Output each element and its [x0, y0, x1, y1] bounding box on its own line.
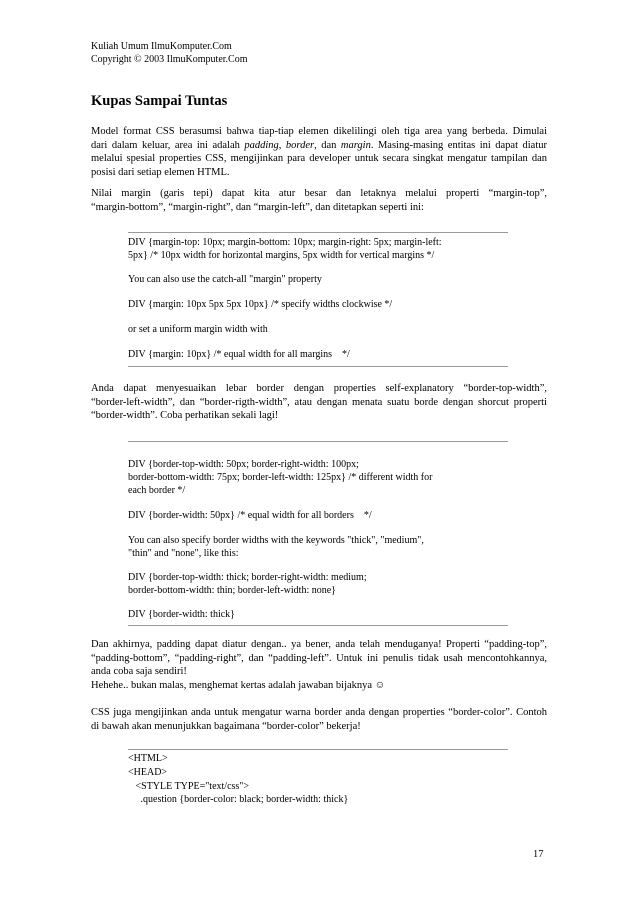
section-title: Kupas Sampai Tuntas — [91, 93, 228, 109]
code-line: <STYLE TYPE="text/css"> — [128, 781, 250, 792]
code-line: <HTML> — [128, 753, 168, 764]
text-line: “border-width”. Coba perhatikan sekali lagi! — [91, 410, 279, 422]
code-line: .question {border-color: black; border-width: thick} — [128, 794, 349, 805]
code-line: border-bottom-width: 75px; border-left-width: 125px} /* different width for — [128, 472, 433, 483]
text-line: “border-left-width”, dan “border-rigth-width”, atau dengan menata suatu borde dengan shorcut properti — [91, 396, 547, 408]
paragraph-intro — [91, 125, 547, 179]
header-line-2: Copyright © 2003 IlmuKomputer.Com — [91, 54, 248, 65]
code-line: You can also specify border widths with the keywords "thick", "medium", — [128, 535, 424, 546]
text-line: posisi dari setiap elemen HTML. — [91, 166, 230, 178]
code-line: "thin" and "none", like this: — [128, 548, 239, 559]
text-line: Dan akhirnya, padding dapat diatur dengan.. ya bener, anda telah menduganya! Properti “padding-top”, — [91, 639, 547, 650]
paragraph-padding — [91, 638, 547, 692]
code-line: DIV {margin: 10px} /* equal width for all margins */ — [128, 349, 350, 360]
divider — [128, 441, 508, 442]
text-line: Anda dapat menyesuaikan lebar border dengan properties self-explanatory “border-top-width”, — [91, 383, 547, 394]
page-number: 17 — [533, 849, 544, 860]
paragraph-border-width — [91, 382, 547, 423]
text-line: dari dalam keluar, area ini adalah padding, border, dan margin. Masing-masing entitas ini dapat diatur — [91, 139, 547, 151]
text-line: melalui spesial properties CSS, mengijinkan para developer untuk secara singkat mengatur tampilan dan — [91, 153, 547, 165]
text-line: Hehehe.. bukan malas, menghemat kertas adalah jawaban bijaknya ☺ — [91, 679, 386, 691]
header-line-1: Kuliah Umum IlmuKomputer.Com — [91, 41, 232, 52]
text-line: “padding-bottom”, “padding-right”, dan “padding-left”. Untuk ini penulis tidak usah mencontohkannya, — [91, 652, 547, 664]
text-line: Model format CSS berasumsi bahwa tiap-tiap elemen dikelilingi oleh tiga area yang berbeda. Dimulai — [91, 126, 547, 137]
divider — [128, 625, 508, 626]
code-line: DIV {border-top-width: 50px; border-right-width: 100px; — [128, 459, 359, 470]
text-line: anda coba saja sendiri! — [91, 666, 187, 678]
code-line: DIV {margin-top: 10px; margin-bottom: 10px; margin-right: 5px; margin-left: — [128, 237, 442, 248]
code-line: <HEAD> — [128, 767, 168, 778]
code-line: You can also use the catch-all "margin" property — [128, 274, 322, 285]
code-line: DIV {border-width: 50px} /* equal width for all borders */ — [128, 510, 372, 521]
code-line: or set a uniform margin width with — [128, 324, 268, 335]
text-line: CSS juga mengijinkan anda untuk mengatur warna border anda dengan properties “border-color”. Contoh — [91, 707, 547, 718]
code-line: DIV {border-width: thick} — [128, 609, 235, 620]
divider — [128, 366, 508, 367]
text-line: di bawah akan menunjukkan bagaimana “border-color” bekerja! — [91, 720, 361, 732]
paragraph-border-color — [91, 706, 547, 733]
text-line: Nilai margin (garis tepi) dapat kita atur besar dan letaknya melalui properti “margin-top”, — [91, 188, 547, 199]
code-line: border-bottom-width: thin; border-left-width: none} — [128, 585, 336, 596]
code-line: each border */ — [128, 485, 186, 496]
divider — [128, 232, 508, 233]
code-line: 5px} /* 10px width for horizontal margins, 5px width for vertical margins */ — [128, 250, 435, 261]
page-header — [91, 40, 247, 66]
code-line: DIV {border-top-width: thick; border-right-width: medium; — [128, 572, 367, 583]
divider — [128, 749, 508, 750]
paragraph-margin — [91, 187, 547, 214]
text-line: “margin-bottom”, “margin-right”, dan “margin-left”, dan ditetapkan seperti ini: — [91, 201, 424, 213]
code-line: DIV {margin: 10px 5px 5px 10px} /* specify widths clockwise */ — [128, 299, 393, 310]
